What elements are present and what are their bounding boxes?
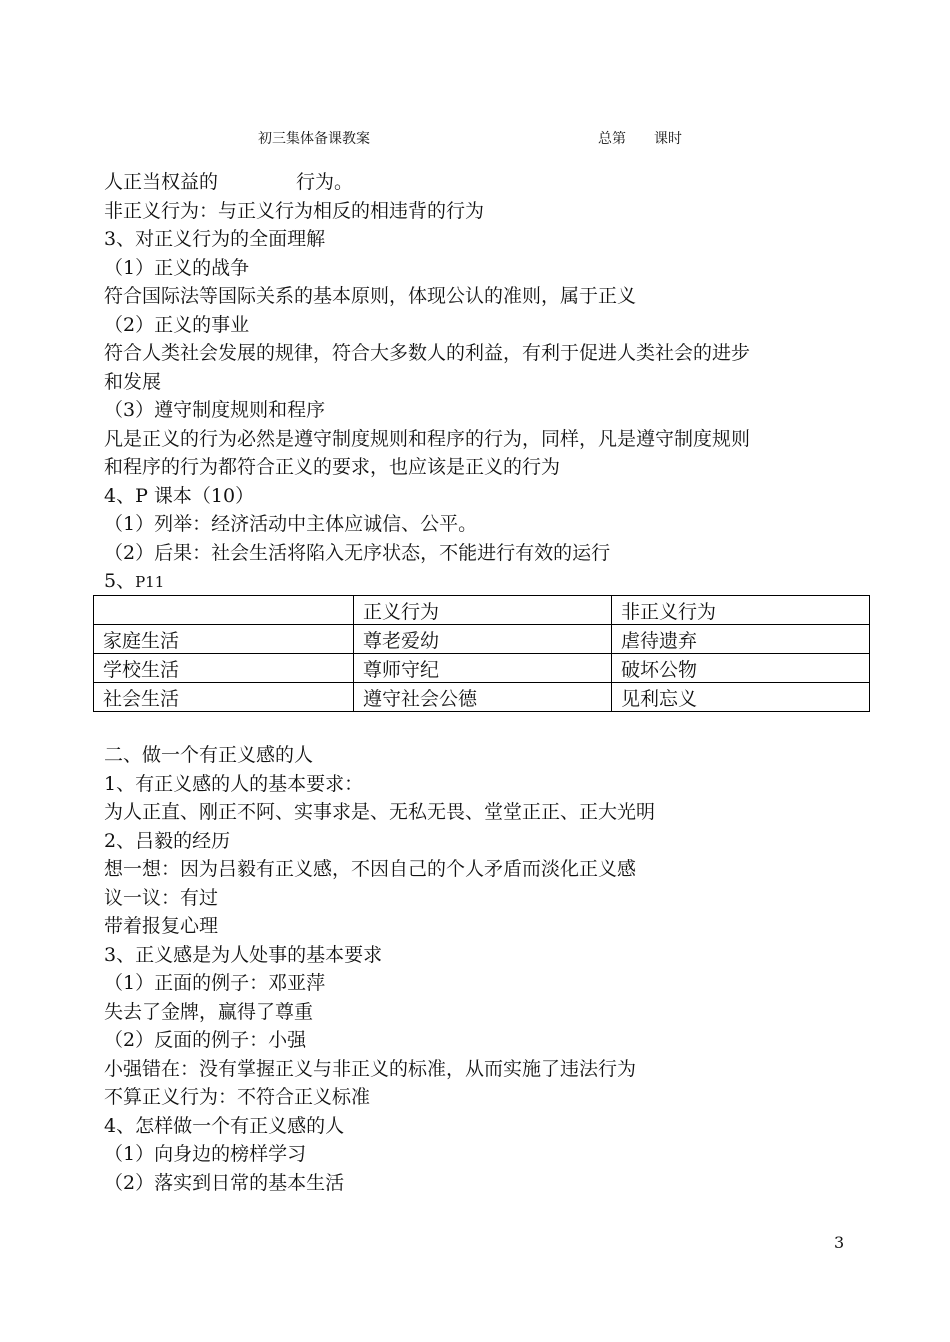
table-header-cell: 非正义行为: [612, 596, 870, 625]
table-row: [94, 625, 870, 654]
table-cell: 社会生活: [94, 683, 354, 712]
text-fragment: P11: [135, 573, 165, 591]
text-fragment: 5、: [104, 570, 136, 592]
text-fragment: 行为。: [296, 171, 354, 193]
table-cell: 破坏公物: [612, 654, 870, 683]
table-cell: 学校生活: [94, 654, 354, 683]
text-line: 和程序的行为都符合正义的要求，也应该是正义的行为: [104, 456, 561, 478]
text-line: （1）正面的例子：邓亚萍: [104, 972, 326, 994]
text-line: 想一想：因为吕毅有正义感，不因自己的个人矛盾而淡化正义感: [104, 858, 637, 880]
text-line: 凡是正义的行为必然是遵守制度规则和程序的行为，同样，凡是遵守制度规则: [104, 427, 751, 450]
table-cell: 虐待遗弃: [612, 625, 870, 654]
text-line: （2）落实到日常的基本生活: [104, 1171, 345, 1194]
text-line: 带着报复心理: [104, 915, 219, 937]
page-number: 3: [834, 1233, 845, 1252]
section-heading: [104, 567, 874, 596]
text-line: （2）正义的事业: [104, 313, 250, 336]
table-cell: 尊老爱幼: [354, 625, 612, 654]
table-cell: 家庭生活: [94, 625, 354, 654]
body-text-section-1: [104, 168, 874, 596]
table-row: [94, 683, 870, 712]
text-line: 为人正直、刚正不阿、实事求是、无私无畏、堂堂正正、正大光明: [104, 801, 656, 823]
text-line: （1）向身边的榜样学习: [104, 1143, 307, 1165]
text-line: 议一议：有过: [104, 886, 219, 909]
section-heading: 二、做一个有正义感的人: [104, 744, 314, 766]
document-header-lesson-count: [598, 128, 682, 148]
table-header-row: [94, 596, 870, 625]
section-heading: 4、P 课本（10）: [104, 484, 255, 507]
text-line: （1）正义的战争: [104, 256, 250, 279]
text-line: （3）遵守制度规则和程序: [104, 399, 326, 421]
text-line: 不算正义行为：不符合正义标准: [104, 1086, 371, 1108]
section-heading: 3、对正义行为的全面理解: [104, 228, 326, 250]
text-line: 失去了金牌，赢得了尊重: [104, 1000, 314, 1023]
table-header-cell: [94, 596, 354, 625]
text-line: （2）反面的例子：小强: [104, 1029, 307, 1051]
behavior-comparison-table: [93, 595, 870, 712]
section-heading: 2、吕毅的经历: [104, 829, 231, 852]
table-cell: 尊师守纪: [354, 654, 612, 683]
text-line: 小强错在：没有掌握正义与非正义的标准，从而实施了违法行为: [104, 1057, 637, 1080]
total-label: 总第: [598, 131, 626, 147]
text-line: 和发展: [104, 370, 162, 393]
text-fragment: 人正当权益的: [104, 171, 219, 193]
table-cell: 见利忘义: [612, 683, 870, 712]
section-heading: 3、正义感是为人处事的基本要求: [104, 943, 383, 966]
table-row: [94, 654, 870, 683]
section-heading: 1、有正义感的人的基本要求：: [104, 772, 364, 795]
text-line: 非正义行为：与正义行为相反的相违背的行为: [104, 199, 485, 222]
text-line: 符合人类社会发展的规律，符合大多数人的利益，有利于促进人类社会的进步: [104, 342, 751, 364]
lesson-label: 课时: [654, 131, 682, 147]
text-line: [104, 168, 874, 197]
text-line: （2）后果：社会生活将陷入无序状态，不能进行有效的运行: [104, 541, 611, 564]
section-heading: 4、怎样做一个有正义感的人: [104, 1114, 345, 1137]
table-header-cell: 正义行为: [354, 596, 612, 625]
table-cell: 遵守社会公德: [354, 683, 612, 712]
document-header-title: 初三集体备课教案: [258, 131, 370, 147]
body-text-section-2: [104, 741, 874, 1197]
text-line: （1）列举：经济活动中主体应诚信、公平。: [104, 513, 478, 535]
text-line: 符合国际法等国际关系的基本原则，体现公认的准则，属于正义: [104, 285, 637, 307]
